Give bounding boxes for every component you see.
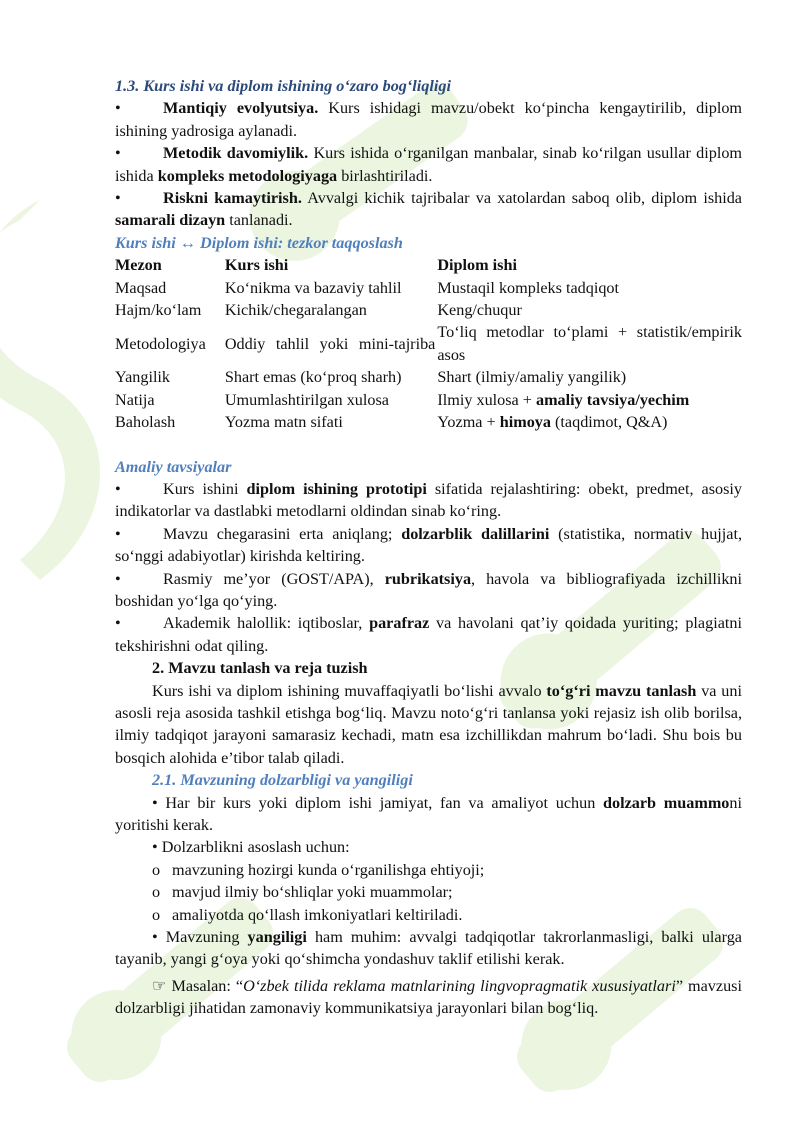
bullet-icon: • [115,99,121,118]
bold-text: parafraz [369,614,430,633]
table-cell: Mustaqil kompleks tadqiqot [437,278,620,297]
table-cell: Baholash [115,413,176,432]
section-heading: 1.3. Kurs ishi va diplom ishining o‘zaro bog‘liqligi [115,77,451,95]
table-header-cell: Diplom ishi [437,256,517,275]
bold-text: amaliy tavsiya/yechim [535,390,690,409]
body-text: Kurs ishini [163,479,247,498]
body-text: • Mavzuning [152,928,248,947]
body-text: Yozma + [437,413,500,432]
body-text: birlashtiriladi. [337,166,433,185]
table-cell: Kichik/chegaralangan [224,301,367,320]
bold-text: yangiligi [247,928,307,947]
bold-text: himoya [499,413,551,432]
list-item [115,478,742,523]
bullet-icon: • [115,614,121,633]
table-header-cell: Mezon [115,256,162,275]
body-text: Kurs ishida o‘rganilgan manbalar, sinab ko‘rilgan usullar diplom ishida [115,144,743,185]
sub-list-item [115,904,742,926]
body-text: Ilmiy xulosa + [437,390,536,409]
table-cell: Yangilik [115,368,171,387]
body-text: ham muhim: avvalgi tadqiqotlar takrorlanmasligi, balki ularga tayanib, yangi g‘oya yoki qo‘shimcha yondashuv taklif etilishi kerak. [115,928,742,969]
list-item [115,792,742,837]
table-cell: To‘liq metodlar to‘plami + statistik/empirik asos [437,323,742,364]
bullet-icon: • [115,189,121,208]
body-text: , havola va bibliografiyada izchillikni boshidan yo‘lga qo‘ying. [115,569,743,610]
bold-text: samarali dizayn [115,211,226,230]
list-item [115,568,742,613]
circle-bullet-icon: o [152,905,161,924]
table-cell [437,389,742,411]
pointing-hand-icon: ☞ [152,976,167,995]
body-text: amaliyotda qo‘llash imkoniyatlari keltiriladi. [172,905,463,924]
body-text: va havolani qat’iy qoidada yuriting; plagiatni tekshirishni odat qiling. [115,614,742,655]
bold-text: Mantiqiy evolyutsiya. [163,99,319,118]
table-cell: Shart (ilmiy/amaliy yangilik) [437,368,627,387]
spacer [115,434,742,456]
table-cell: Hajm/ko‘lam [115,301,202,320]
body-text: mavzuning hozirgi kunda o‘rganilishga ehtiyoji; [172,860,485,879]
bold-text: to‘g‘ri mavzu tanlash [546,681,697,700]
bullet-icon: • [115,144,121,163]
body-text: Akademik halollik: iqtiboslar, [163,614,370,633]
bold-text: dolzarblik dalillarini [401,524,550,543]
table-cell: Natija [115,390,155,409]
list-item [115,612,742,657]
table-row [115,411,742,433]
list-item [115,187,742,232]
bold-text: dolzarb muammo [603,793,730,812]
document-page [115,75,742,1020]
list-item [115,97,742,142]
table-header-cell: Kurs ishi [224,256,289,275]
table-header-row [115,254,742,276]
circle-bullet-icon: o [152,860,161,879]
table-cell: Shart emas (ko‘proq sharh) [224,368,402,387]
body-text: va uni asosli reja asosida tashkil etishga bog‘liq. Mavzu noto‘g‘ri tanlansa yoki rejasiz ish olib borilsa, ilmiy tadqiqot jarayoni samarasiz kechadi, matn esa izchillikdan mahrum bo‘ladi. Shu bois bu bosqich alohida e’tibor talab qiladi. [115,681,742,767]
sub-list-item [115,859,742,881]
bold-text: 2. Mavzu tanlash va reja tuzish [152,659,368,678]
bold-text: diplom ishining prototipi [246,479,427,498]
sub-list-item [115,881,742,903]
body-text: ” mavzusi dolzarbligi jihatidan zamonaviy kommunikatsiya jarayonlari bilan bog‘liq. [115,976,742,1018]
comparison-table [115,254,742,433]
bullet-icon: • [115,569,121,588]
bullet-icon: • [115,479,121,498]
table-cell: Metodologiya [115,334,206,353]
section-heading [115,657,742,679]
body-text: • Har bir kurs yoki diplom ishi jamiyat, fan va amaliyot uchun [152,793,603,812]
body-text: Kurs ishidagi mavzu/obekt ko‘pincha kengaytirilib, diplom ishining yadrosiga aylanadi. [115,99,743,140]
table-row [115,277,742,299]
table-cell: Maqsad [115,278,167,297]
bold-text: Riskni kamaytirish. [163,189,302,208]
table-row [115,321,742,366]
table-row [115,366,742,388]
table-row [115,389,742,411]
body-text: Avvalgi kichik tajribalar va xatolardan saboq olib, diplom ishida [301,189,742,208]
bold-text: rubrikatsiya [384,569,472,588]
body-text: mavjud ilmiy bo‘shliqlar yoki muammolar; [172,883,453,902]
list-item: • Dolzarblikni asoslash uchun: [152,838,350,857]
body-text: ni yoritishi kerak. [115,793,742,834]
circle-bullet-icon: o [152,883,161,902]
table-cell: Umumlashtirilgan xulosa [224,390,389,409]
list-item [115,142,742,187]
body-text: (taqdimot, Q&A) [551,413,668,432]
body-text: tanlanadi. [225,211,293,230]
bold-text: kompleks metodologiyaga [157,166,338,185]
body-text: Rasmiy me’yor (GOST/APA), [163,569,385,588]
italic-text: O‘zbek tilida reklama matnlarining lingvopragmatik xususiyatlari [243,976,676,995]
body-text: Masalan: “ [166,976,244,995]
table-cell [437,411,742,433]
body-text: (statistika, normativ hujjat, so‘nggi adabiyotlar) kirishda keltiring. [115,524,743,566]
example-paragraph [115,975,742,1020]
section-heading: Amaliy tavsiyalar [115,457,232,476]
subsection-heading: 2.1. Mavzuning dolzarbligi va yangiligi [152,771,413,790]
table-heading: Kurs ishi ↔ Diplom ishi: tezkor taqqoslash [115,233,403,252]
body-text: Kurs ishi va diplom ishining muvaffaqiyatli bo‘lishi avvalo [152,681,547,700]
list-item [115,523,742,568]
body-text: Mavzu chegarasini erta aniqlang; [163,524,402,543]
table-cell: Yozma matn sifati [224,413,343,432]
bold-text: Metodik davomiylik. [163,144,309,163]
paragraph [115,680,742,770]
table-cell: Ko‘nikma va bazaviy tahlil [224,278,402,297]
table-row [115,299,742,321]
table-cell: Oddiy tahlil yoki mini-tajriba [224,334,436,353]
body-text: sifatida rejalashtiring: obekt, predmet, asosiy indikatorlar va dastlabki metodlarni oldindan sinab ko‘ring. [115,479,742,521]
list-item [115,926,742,971]
table-cell: Keng/chuqur [437,301,522,320]
bullet-icon: • [115,524,121,543]
